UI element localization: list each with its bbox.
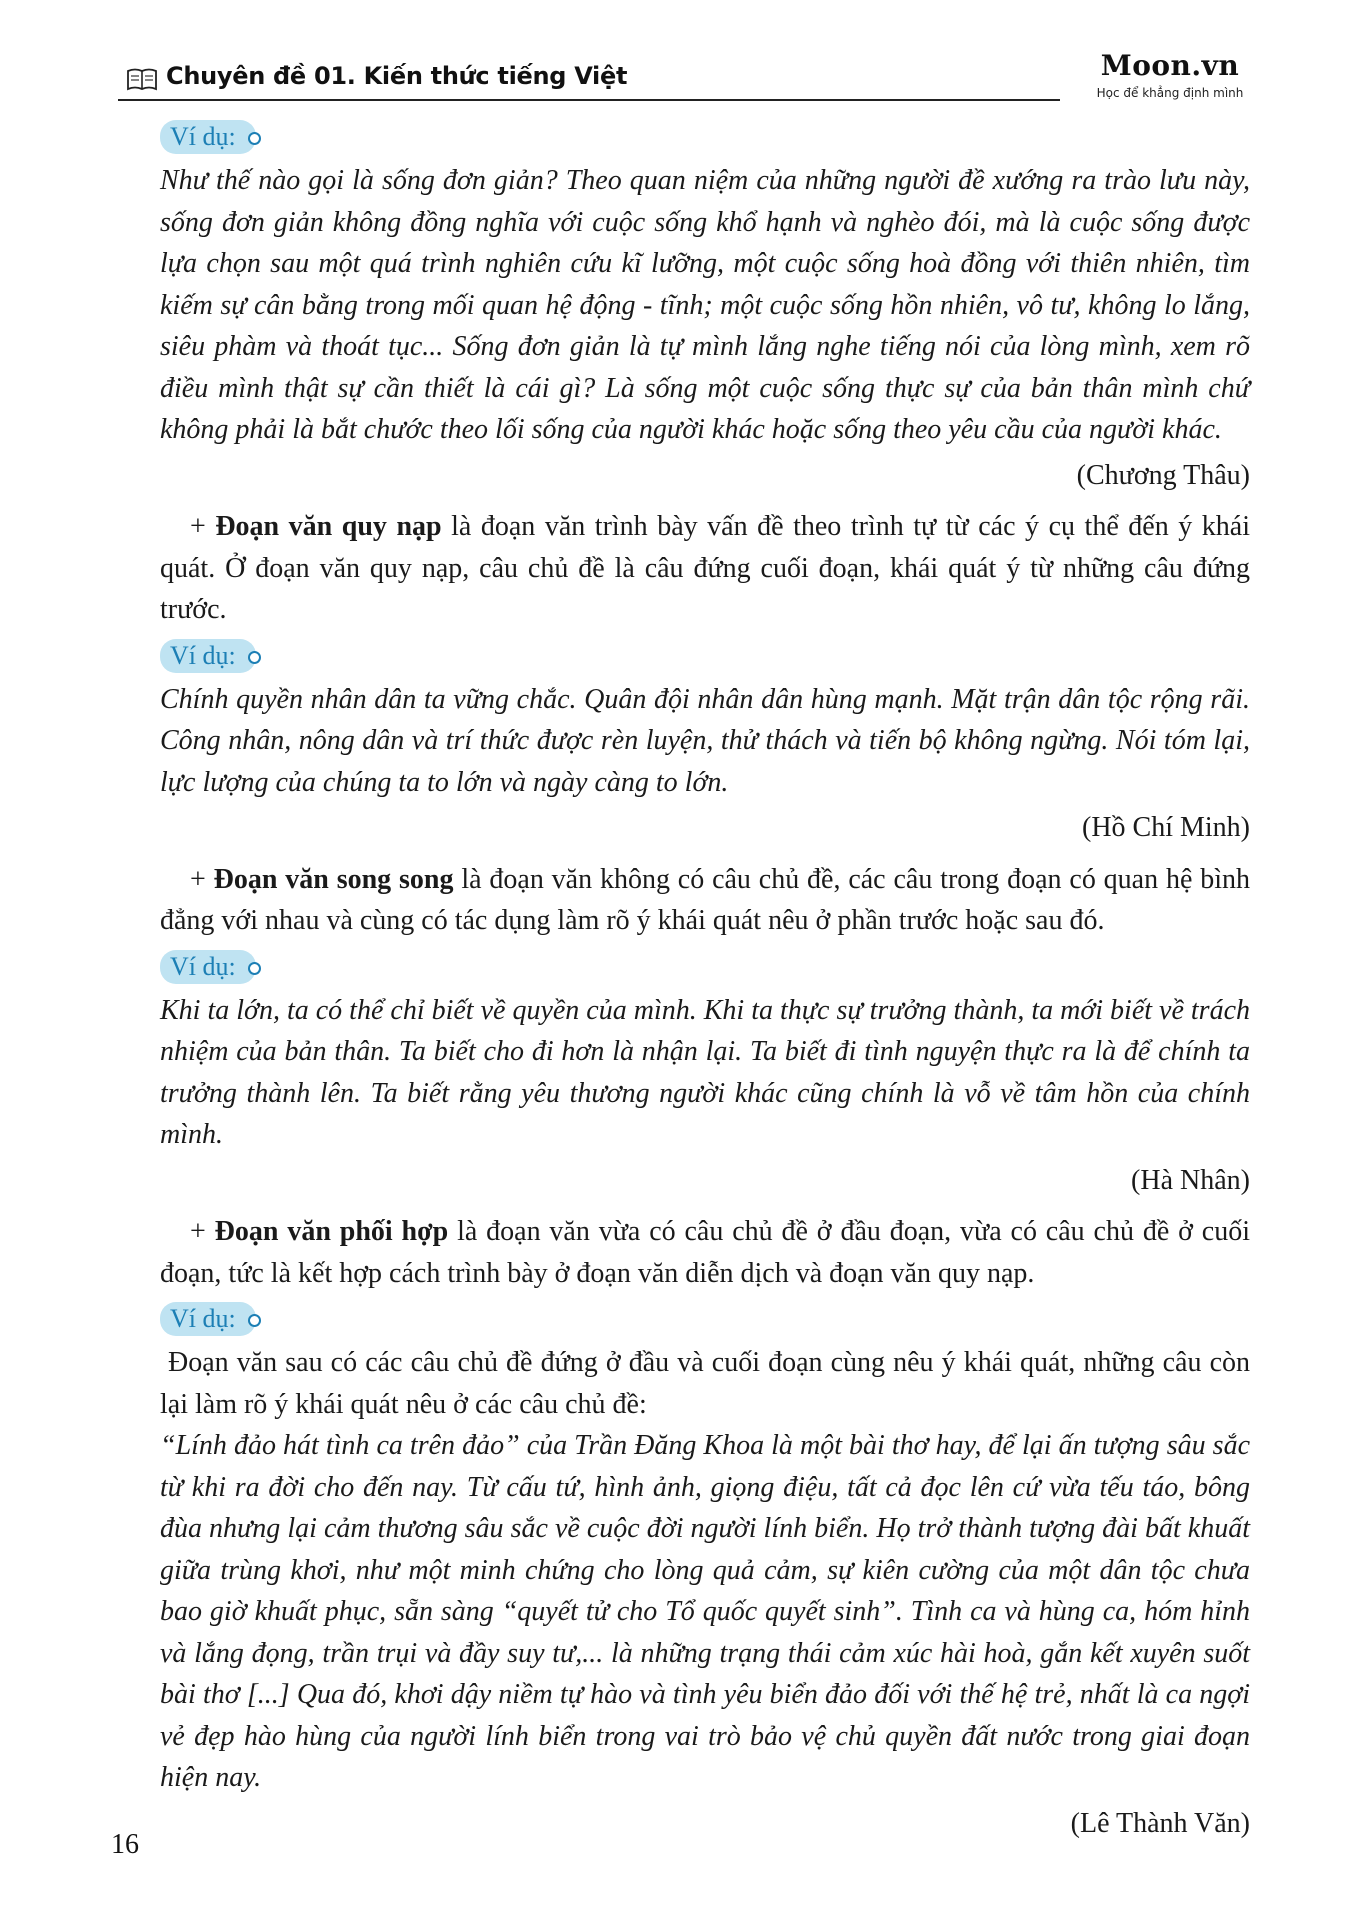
rule-prefix: + [190,511,216,542]
badge-dot-icon [248,962,261,975]
rule-paragraph [160,859,1250,942]
example-text: Chính quyền nhân dân ta vững chắc. Quân đội nhân dân hùng mạnh. Mặt trận dân tộc rộng rãi. Công nhân, nông dân và trí thức được rèn luyện, thử thách và tiến bộ không ngừng. Nói tóm lại, lực lượng của chúng ta to lớn và ngày càng to lớn. [160,683,1250,798]
rule-term: Đoạn văn quy nạp [215,511,442,542]
rule-block [160,1211,1250,1844]
example-text: Như thế nào gọi là sống đơn giản? Theo quan niệm của những người đề xướng ra trào lưu này, sống đơn giản không đồng nghĩa với cuộc sống khổ hạnh và nghèo đói, mà là cuộc sống được lựa chọn sau một quá trình nghiên cứu kĩ lưỡng, một cuộc sống hoà đồng với thiên nhiên, tìm kiếm sự cân bằng trong mối quan hệ động - tĩnh; một cuộc sống hồn nhiên, vô tư, không lo lắng, siêu phàm và thoát tục... Sống đơn giản là tự mình lắng nghe tiếng nói của lòng mình, xem rõ điều mình thật sự cần thiết là cái gì? Là sống một cuộc sống thực sự của bản thân mình chứ không phải là bắt chước theo lối sống của người khác hoặc sống theo yêu cầu của người khác. [160,165,1250,445]
example-badge [160,950,256,984]
badge-dot-icon [248,651,261,664]
example-badge [160,639,256,673]
example-badge [160,120,256,154]
chapter-title: Chuyên đề 01. Kiến thức tiếng Việt [166,62,628,90]
rule-term: Đoạn văn song song [213,863,454,895]
open-book-icon [126,68,158,92]
moon-logo: Moon.vn [1100,49,1240,82]
example-intro: Đoạn văn sau có các câu chủ đề đứng ở đầu và cuối đoạn cùng nêu ý khái quát, những câu còn lại làm rõ ý khái quát nêu ở các câu chủ đề: [160,1347,1250,1420]
rule-text: là đoạn văn không có câu chủ đề, các câu trong đoạn có quan hệ bình đẳng với nhau và cùng có tác dụng làm rõ ý khái quát nêu ở phần trước hoặc sau đó. [160,863,1250,936]
example-author: (Lê Thành Văn) [1070,1807,1250,1839]
page-header [0,0,1352,110]
example-author: (Hồ Chí Minh) [1082,812,1250,843]
rule-block [160,506,1250,849]
example-text: Khi ta lớn, ta có thể chỉ biết về quyền của mình. Khi ta thực sự trưởng thành, ta mới biết về trách nhiệm của bản thân. Ta biết cho đi hơn là nhận lại. Ta biết đi tình nguyện thực ra là để chính ta trưởng thành lên. Ta biết rằng yêu thương người khác cũng chính là vỗ về tâm hồn của chính mình. [160,994,1250,1150]
page-number: 16 [111,1829,139,1860]
rule-prefix: + [190,863,214,895]
example-label: Ví dụ: [170,1304,236,1333]
example-label: Ví dụ: [170,122,236,151]
rule-prefix: + [190,1216,215,1247]
rule-block [160,859,1250,1202]
rule-paragraph [160,1211,1250,1294]
logo-slogan: Học để khẳng định mình [1096,86,1244,100]
example-author: (Hà Nhân) [1131,1164,1250,1196]
example-badge [160,1302,256,1336]
rule-text: là đoạn văn trình bày vấn đề theo trình tự từ các ý cụ thể đến ý khái quát. Ở đoạn văn quy nạp, câu chủ đề là câu đứng cuối đoạn, khái quát ý từ những câu đứng trước. [160,511,1251,625]
badge-dot-icon [248,132,261,145]
page-content [160,120,1250,1854]
example-text: “Lính đảo hát tình ca trên đảo” của Trần Đăng Khoa là một bài thơ hay, để lại ấn tượng sâu sắc từ khi ra đời cho đến nay. Từ cấu tứ, hình ảnh, giọng điệu, tất cả đọc lên cứ vừa tếu táo, bông đùa nhưng lại cảm thương sâu sắc về cuộc đời người lính biển. Họ trở thành tượng đài bất khuất giữa trùng khơi, như một minh chứng cho lòng quả cảm, sự kiên cường của một dân tộc chưa bao giờ khuất phục, sẵn sàng “quyết tử cho Tổ quốc quyết sinh”. Tình ca và hùng ca, hóm hỉnh và lắng đọng, trần trụi và đầy suy tư,... là những trạng thái cảm xúc hài hoà, gắn kết xuyên suốt bài thơ [...] Qua đó, khơi dậy niềm tự hào và tình yêu biển đảo đối với thế hệ trẻ, nhất là ca ngợi vẻ đẹp hào hùng của người lính biển trong vai trò bảo vệ chủ quyền đất nước trong giai đoạn hiện nay. [160,1430,1250,1793]
example-author: (Chương Thâu) [1076,459,1250,491]
header-divider [118,99,1060,101]
rule-term: Đoạn văn phối hợp [214,1216,449,1247]
rule-paragraph [160,506,1250,631]
example-label: Ví dụ: [170,640,236,670]
example-block [160,120,1250,496]
rule-text: là đoạn văn vừa có câu chủ đề ở đầu đoạn, vừa có câu chủ đề ở cuối đoạn, tức là kết hợp cách trình bày ở đoạn văn diễn dịch và đoạn văn quy nạp. [160,1216,1250,1289]
example-label: Ví dụ: [170,951,236,981]
badge-dot-icon [248,1314,261,1327]
